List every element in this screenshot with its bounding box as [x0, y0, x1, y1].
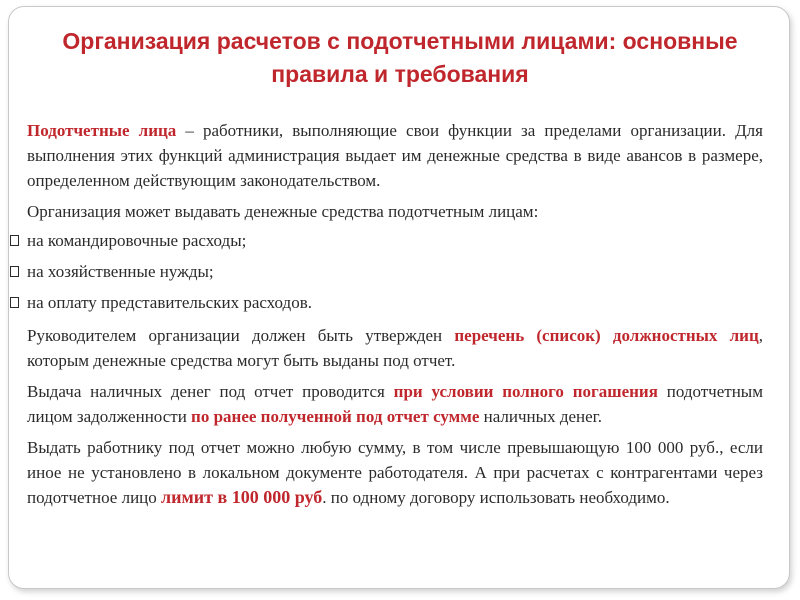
highlight-full-repayment: при условии полного погашения [393, 382, 658, 401]
expense-list [8, 230, 763, 314]
list-item-label: на оплату представительских расходов. [27, 293, 312, 312]
term-accountable-persons: Подотчетные лица [27, 121, 177, 140]
list-item-label: на командировочные расходы; [27, 231, 247, 250]
highlight-limit: лимит в 100 000 руб [161, 487, 323, 507]
list-item [8, 292, 763, 314]
highlight-approved-list: перечень (список) должностных лиц [454, 326, 759, 345]
definition-text: – работники, выполняющие свои функции за пределами организации. Для выполнения этих функций администрация выдает им денежные средства в виде авансов в размере, определенном действующим законодательством. [27, 121, 763, 190]
text-segment: наличных денег. [479, 407, 602, 426]
paragraph-limit [27, 435, 763, 510]
text-segment: Руководителем организации должен быть утвержден [27, 326, 455, 345]
text-segment: . по одному договору использовать необходимо. [322, 488, 670, 507]
checkbox-bullet-icon [10, 266, 19, 277]
text-segment: , которым денежные средства могут быть выданы под отчет. [27, 326, 763, 370]
text-segment: Выдать работнику под отчет можно любую сумму, в том числе превышающую 100 000 руб., если иное не установлено в локальном документе работодателя. А при расчетах с контрагентами через подотчетное лицо [27, 438, 763, 507]
highlight-previous-amount: по ранее полученной под отчет сумме [191, 407, 480, 426]
paragraph-definition [27, 118, 763, 193]
text-segment: Выдача наличных денег под отчет проводится [27, 382, 394, 401]
slide-body [27, 118, 763, 516]
list-item [8, 261, 763, 283]
checkbox-bullet-icon [10, 235, 19, 246]
list-item-label: на хозяйственные нужды; [27, 262, 214, 281]
text-segment: подотчетным лицом задолженности [27, 382, 763, 426]
slide-title: Организация расчетов с подотчетными лицами: основные правила и требования [62, 28, 738, 87]
paragraph-approved-list [27, 323, 763, 373]
paragraph-cash-issue [27, 379, 763, 429]
checkbox-bullet-icon [10, 297, 19, 308]
paragraph-intro-list: Организация может выдавать денежные средства подотчетным лицам: [27, 202, 539, 221]
list-item [8, 230, 763, 252]
